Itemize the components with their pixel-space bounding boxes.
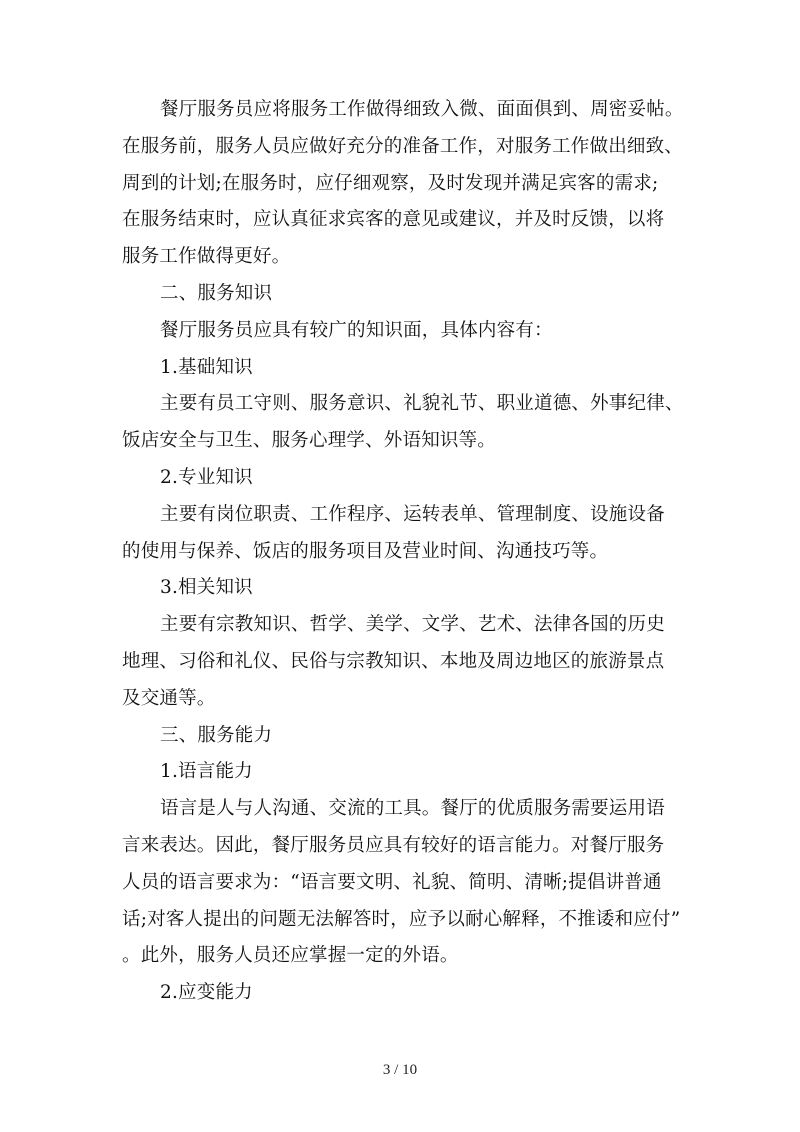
paragraph-line: 的使用与保养、饭店的服务项目及营业时间、沟通技巧等。 [122,540,609,562]
paragraph-line: 。此外，服务人员还应掌握一定的外语。 [122,945,459,967]
paragraph-line: 语言是人与人沟通、交流的工具。餐厅的优质服务需要运用语 [160,798,665,820]
paragraph-line: 服务工作做得更好。 [122,246,291,268]
subsection-heading: 3.相关知识 [160,577,253,599]
paragraph-line: 言来表达。因此，餐厅服务员应具有较好的语言能力。对餐厅服务 [122,834,665,856]
section-heading: 三、服务能力 [160,724,273,746]
subsection-heading: 1.基础知识 [160,356,253,378]
paragraph-line: 主要有员工守则、服务意识、礼貌礼节、职业道德、外事纪律、 [160,393,684,415]
paragraph-line: 在服务前，服务人员应做好充分的准备工作，对服务工作做出细致、 [122,135,684,157]
paragraph-line: 饭店安全与卫生、服务心理学、外语知识等。 [122,430,497,452]
subsection-heading: 1.语言能力 [160,761,253,783]
paragraph-line: 地理、习俗和礼仪、民俗与宗教知识、本地及周边地区的旅游景点 [122,650,665,672]
paragraph-line: 餐厅服务员应将服务工作做得细致入微、面面俱到、周密妥帖。 [160,99,684,120]
document-body [122,92,682,1012]
paragraph-line: 在服务结束时，应认真征求宾客的意见或建议，并及时反馈，以将 [122,209,665,231]
subsection-heading: 2.专业知识 [160,466,253,488]
paragraph-line: 主要有宗教知识、哲学、美学、文学、艺术、法律各国的历史 [160,614,665,636]
page-number: 3 / 10 [382,1062,418,1078]
paragraph-line: 话;对客人提出的问题无法解答时，应予以耐心解释，不推诿和应付” [122,908,681,930]
paragraph-line: 主要有岗位职责、工作程序、运转表单、管理制度、设施设备 [160,503,665,525]
paragraph-line: 餐厅服务员应具有较广的知识面，具体内容有： [160,319,553,341]
paragraph-line: 周到的计划;在服务时，应仔细观察，及时发现并满足宾客的需求; [122,172,659,194]
subsection-heading: 2.应变能力 [160,982,253,1004]
paragraph-line: 人员的语言要求为：“语言要文明、礼貌、简明、清晰;提倡讲普通 [122,871,662,893]
paragraph-line: 及交通等。 [122,687,216,709]
section-heading: 二、服务知识 [160,282,273,304]
